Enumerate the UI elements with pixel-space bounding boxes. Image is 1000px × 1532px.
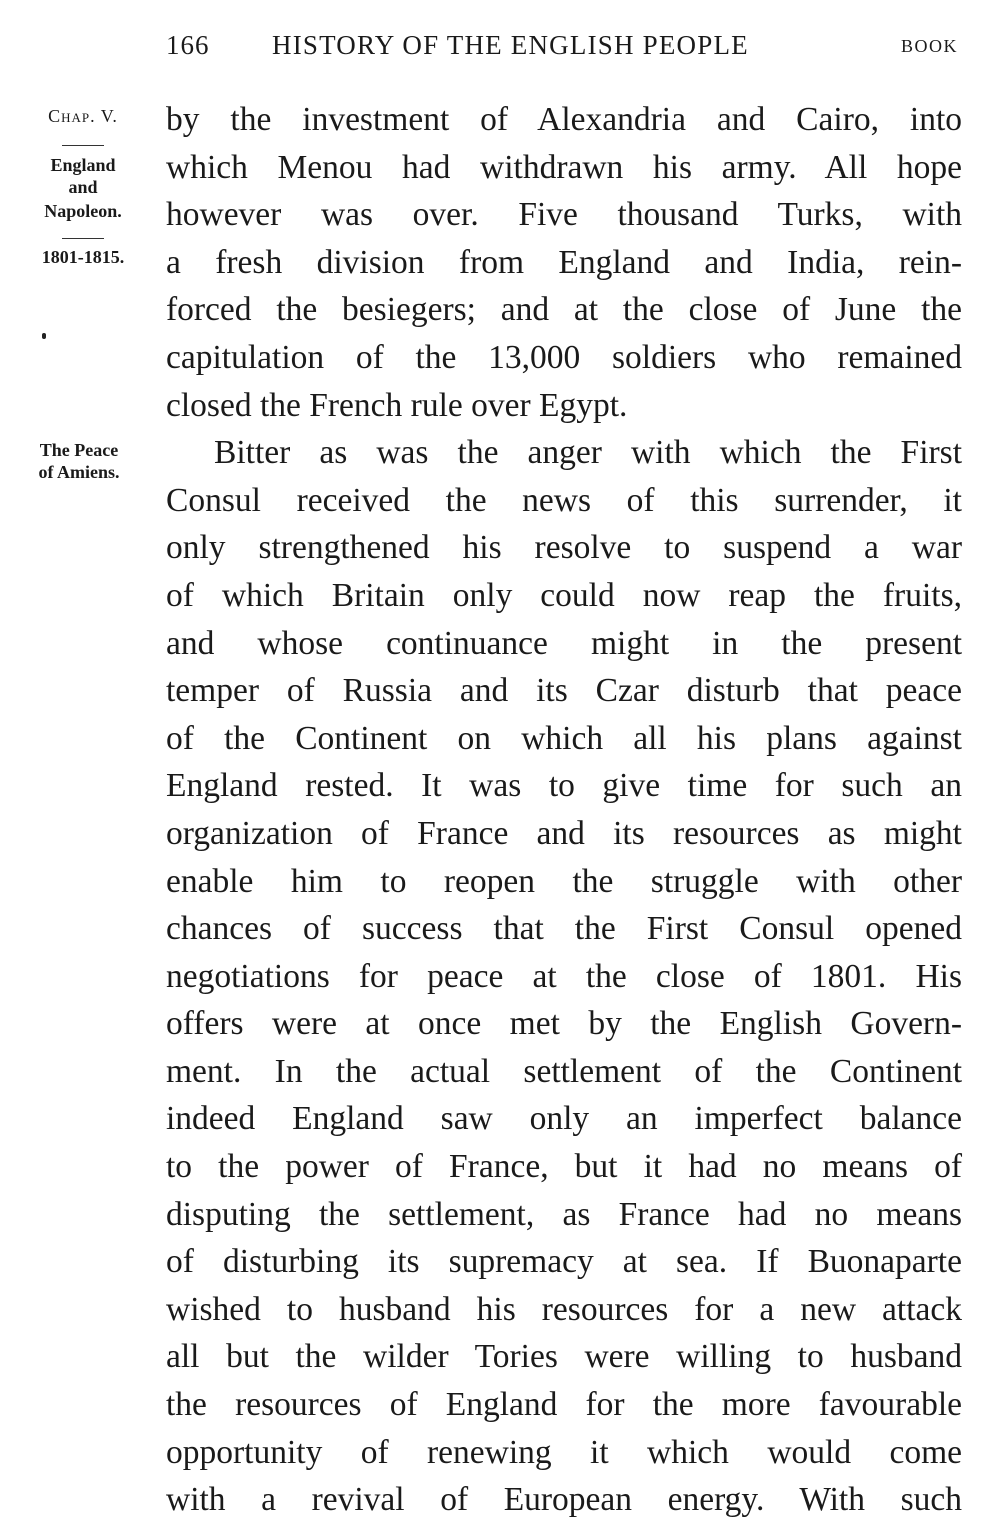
text-line: closed the French rule over Egypt. xyxy=(166,386,628,424)
text-line: enable him to reopen the struggle with other xyxy=(166,862,962,900)
text-line: only strengthened his resolve to suspend a war xyxy=(166,529,962,567)
text-line: Consul received the news of this surrender, it xyxy=(166,481,962,519)
sidenote-napoleon: Napoleon. xyxy=(44,201,122,221)
text-line: forced the besiegers; and at the close of June the xyxy=(166,291,962,329)
text-line: the resources of England for the more favourable xyxy=(166,1386,962,1424)
text-line: offers were at once met by the English Govern- xyxy=(166,1005,962,1043)
ink-speck xyxy=(42,333,46,339)
running-head-title: HISTORY OF THE ENGLISH PEOPLE xyxy=(272,30,749,60)
running-head-book: BOOK xyxy=(900,36,958,56)
text-line: by the investment of Alexandria and Cairo, into xyxy=(166,101,962,138)
sidenote-and: and xyxy=(68,177,98,197)
text-line: indeed England saw only an imperfect balance xyxy=(166,1100,962,1138)
text-line: disputing the settlement, as France had no means xyxy=(166,1195,962,1233)
running-head xyxy=(166,24,962,64)
text-line: England rested. It was to give time for such an xyxy=(166,767,962,805)
text-line: Bitter as was the anger with which the First xyxy=(214,434,962,472)
text-line: opportunity of renewing it which would come xyxy=(166,1433,962,1471)
sidenote-england: England xyxy=(50,155,116,175)
text-line: ment. In the actual settlement of the Continent xyxy=(166,1052,962,1090)
text-line: a fresh division from England and India, rein- xyxy=(166,243,962,281)
sidenote-rule xyxy=(62,145,104,146)
text-line: which Menou had withdrawn his army. All hope xyxy=(166,148,962,186)
text-line: capitulation of the 13,000 soldiers who remained xyxy=(166,338,962,376)
sidenote-rule xyxy=(62,238,104,239)
text-line: all but the wilder Tories were willing to husband xyxy=(166,1338,962,1376)
sidenote-chapter: Chap. V. xyxy=(48,106,118,126)
text-line: chances of success that the First Consul opened xyxy=(166,910,962,948)
sidenote-peace-line2: of Amiens. xyxy=(38,462,120,482)
text-line: wished to husband his resources for a new attack xyxy=(166,1290,962,1328)
text-line: to the power of France, but it had no means of xyxy=(166,1148,962,1186)
text-line: of the Continent on which all his plans against xyxy=(166,719,962,757)
text-line: organization of France and its resources as might xyxy=(166,814,962,852)
text-line: temper of Russia and its Czar disturb that peace xyxy=(166,672,962,710)
text-line: and whose continuance might in the present xyxy=(166,624,962,662)
page-number: 166 xyxy=(166,30,210,60)
text-line: negotiations for peace at the close of 1801. His xyxy=(166,957,962,995)
text-line: of disturbing its supremacy at sea. If Buonaparte xyxy=(166,1243,962,1281)
text-line: of which Britain only could now reap the fruits, xyxy=(166,576,962,614)
text-line: however was over. Five thousand Turks, with xyxy=(166,196,962,234)
sidenote-peace-line1: The Peace xyxy=(39,440,119,460)
sidenote-dates: 1801-1815. xyxy=(41,247,125,267)
text-line: with a revival of European energy. With such xyxy=(166,1481,962,1519)
body-text xyxy=(166,96,962,1524)
